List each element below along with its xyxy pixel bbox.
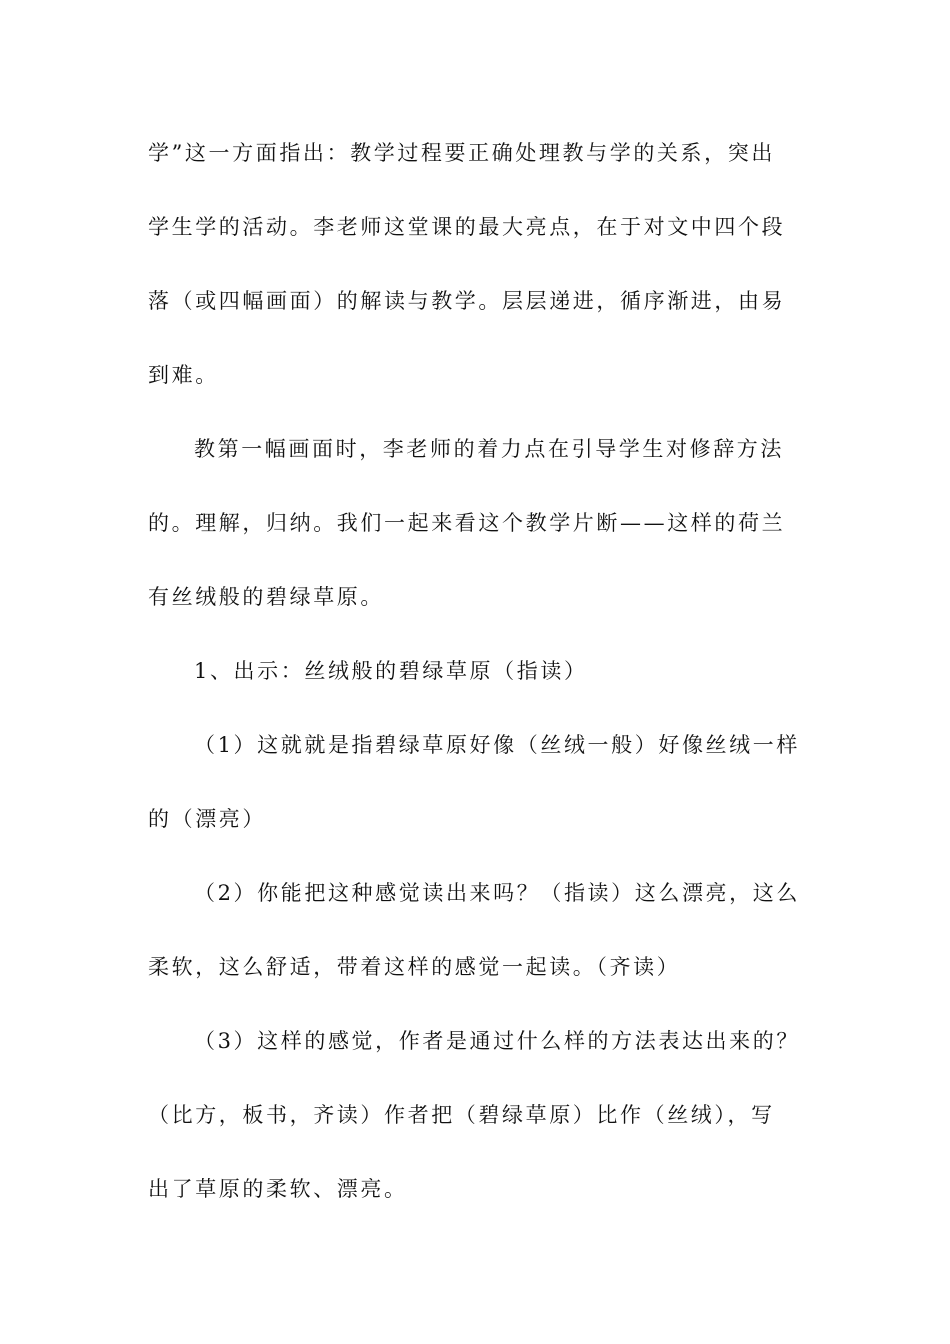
list-item-line: 1、出示：丝绒般的碧绿草原（指读）	[194, 659, 588, 683]
paragraph-line: 落（或四幅画面）的解读与教学。层层递进，循序渐进，由易	[148, 289, 786, 313]
paragraph-line: 有丝绒般的碧绿草原。	[148, 585, 384, 609]
paragraph-line: 教第一幅画面时，李老师的着力点在引导学生对修辞方法	[194, 437, 784, 461]
list-item-line: （2）你能把这种感觉读出来吗？（指读）这么漂亮，这么	[194, 881, 800, 905]
paragraph-line: 的。理解，归纳。我们一起来看这个教学片断——这样的荷兰	[148, 511, 786, 535]
paragraph-line: 柔软，这么舒适，带着这样的感觉一起读。（齐读）	[148, 955, 681, 979]
paragraph-line: 学”这一方面指出：教学过程要正确处理教与学的关系，突出	[148, 141, 775, 165]
list-item-line: （3）这样的感觉，作者是通过什么样的方法表达出来的？	[194, 1029, 800, 1053]
paragraph-line: 到难。	[148, 363, 219, 387]
paragraph-line: 学生学的活动。李老师这堂课的最大亮点，在于对文中四个段	[148, 215, 786, 239]
paragraph-line: 出了草原的柔软、漂亮。	[148, 1177, 408, 1201]
paragraph-line: （比方，板书，齐读）作者把（碧绿草原）比作（丝绒），写	[148, 1103, 775, 1127]
list-item-line: （1）这就就是指碧绿草原好像（丝绒一般）好像丝绒一样	[194, 733, 800, 757]
paragraph-line: 的（漂亮）	[148, 807, 266, 831]
